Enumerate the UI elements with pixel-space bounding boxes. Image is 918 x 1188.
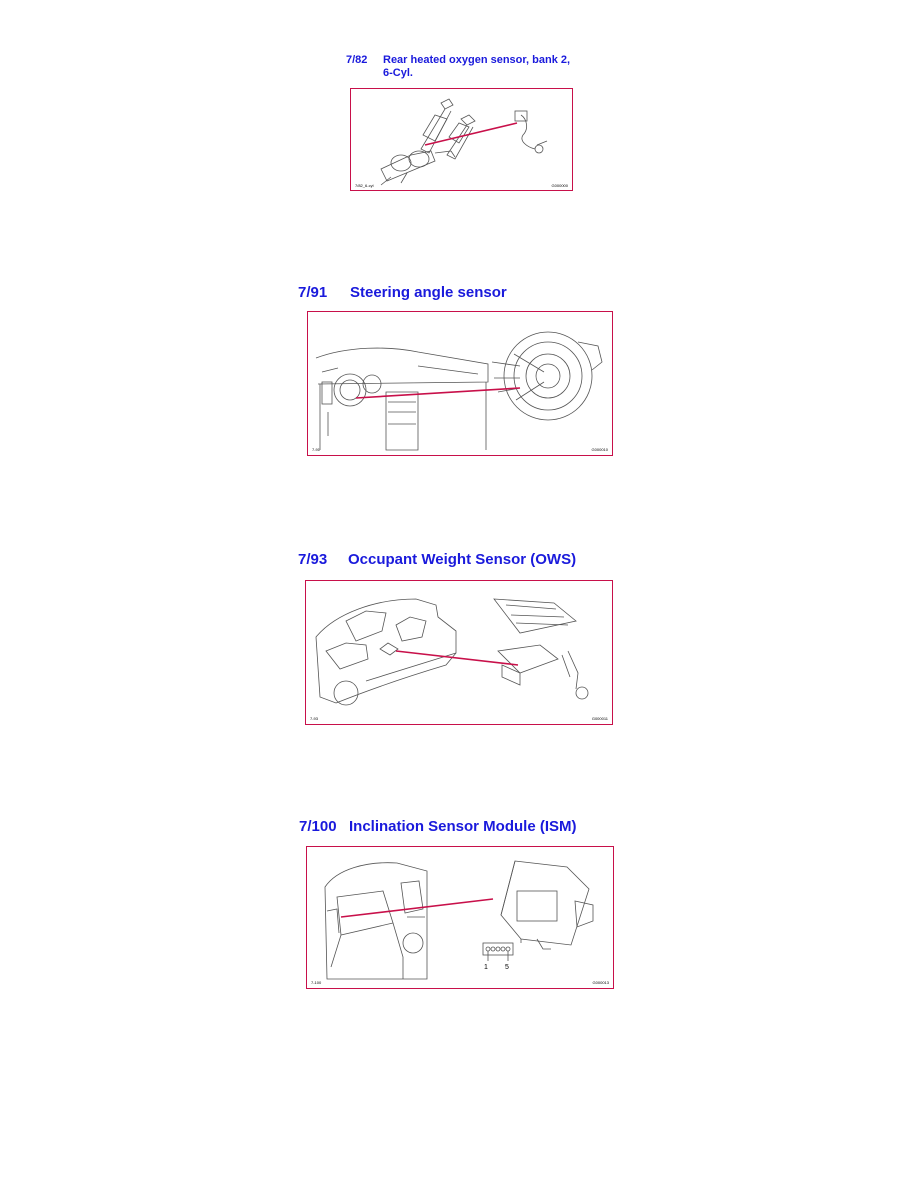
ism-illustration xyxy=(307,847,615,990)
section-number: 7/100 xyxy=(299,818,337,835)
figure-oxygen-sensor xyxy=(350,88,573,191)
figure-right-code: G000000 xyxy=(551,183,568,188)
pin-label-5: 5 xyxy=(505,964,509,971)
steering-sensor-illustration xyxy=(308,312,614,457)
figure-left-code: 7/82_6-cyl xyxy=(355,183,374,188)
figure-left-code: 7-93 xyxy=(310,716,319,721)
section-number: 7/93 xyxy=(298,551,328,568)
section-title-line2: 6-Cyl. xyxy=(383,67,413,79)
section-title: Rear heated oxygen sensor, bank 2, xyxy=(383,54,571,66)
figure-right-code: G000010 xyxy=(591,447,608,452)
section-title: Steering angle sensor xyxy=(350,284,507,301)
section-heading-7-91 xyxy=(298,284,618,304)
section-heading-7-100 xyxy=(299,818,619,838)
leader-line xyxy=(341,899,493,917)
figure-right-code: G000011 xyxy=(591,716,608,721)
oxygen-sensor-illustration xyxy=(351,89,574,192)
ows-illustration xyxy=(306,581,614,726)
section-title: Occupant Weight Sensor (OWS) xyxy=(348,551,577,568)
figure-steering-angle-sensor xyxy=(307,311,613,456)
section-number: 7/82 xyxy=(346,54,368,66)
section-heading-7-93 xyxy=(298,551,618,571)
section-heading-7-82 xyxy=(346,54,586,82)
leader-line xyxy=(356,388,520,398)
figure-inclination-sensor-module xyxy=(306,846,614,989)
figure-occupant-weight-sensor xyxy=(305,580,613,725)
section-title: Inclination Sensor Module (ISM) xyxy=(349,818,577,835)
figure-left-code: 7-100 xyxy=(311,980,322,985)
figure-right-code: G000013 xyxy=(592,980,609,985)
pin-label-1: 1 xyxy=(484,964,488,971)
figure-left-code: 7-91 xyxy=(312,447,321,452)
section-number: 7/91 xyxy=(298,284,328,301)
